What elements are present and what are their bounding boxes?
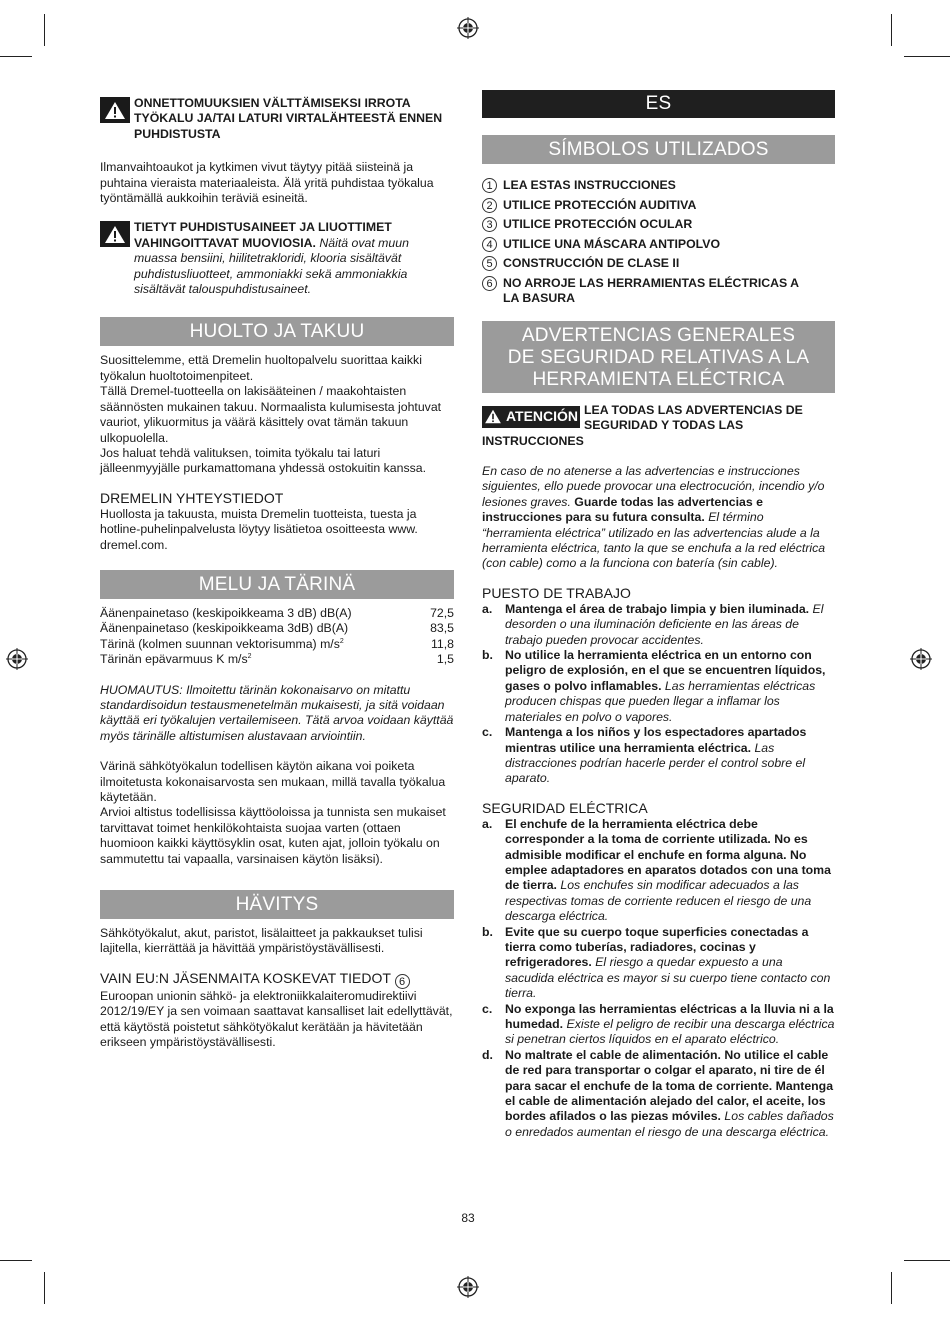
section-header-advertencias [482, 321, 835, 393]
section-header-melu: MELU JA TÄRINÄ [100, 570, 454, 599]
warning-cleaning [100, 96, 454, 142]
symbol-number-icon: 6 [482, 276, 497, 291]
item-bold: Mantenga el área de trabajo limpia y bien iluminada. [505, 601, 810, 616]
list-item [482, 276, 835, 307]
right-column [482, 90, 835, 1140]
spec-label: Äänenpainetaso (keskipoikkeama 3dB) dB(A) [100, 621, 349, 636]
item-italic: Las distracciones podrían hacerle perder el control sobre el aparato. [505, 740, 806, 786]
paragraph: Arvioi altistus todellisissa käyttöoloissa ja tunnista sen mukaiset tarvittavat toimet henkilökohtaista suojaa varten (ottaen huomioon kaikki käyttösyklin osat, kuten ajat, jolloin työkalu on sammutettu tai vapaalla, varsinaisen käytön lisäksi). [100, 805, 446, 866]
list-item [482, 237, 835, 252]
crop-mark [904, 1260, 950, 1261]
intro-italic: El término “herramienta eléctrica” utilizado en las advertencias alude a la herramienta eléctrica, tanto la que se enchufa a la red eléctrica (con cable) como a la funciona con batería (sin cable). [482, 510, 826, 571]
spec-value: 11,8 [430, 636, 454, 651]
atencion-badge [482, 406, 580, 428]
list-marker: c. [482, 725, 493, 740]
symbol-number-icon: 4 [482, 237, 497, 252]
symbol-text: NO ARROJE LAS HERRAMIENTAS ELÉCTRICAS A LA BASURA [503, 275, 799, 306]
registration-mark-icon [6, 648, 28, 670]
warning-bold: TIETYT PUHDISTUSAINEET JA LIUOTTIMET VAHINGOITTAVAT MUOVIOSIA. [134, 220, 392, 250]
registration-mark-icon [457, 1276, 479, 1298]
header-line: HERRAMIENTA ELÉCTRICA [532, 368, 785, 390]
list-item [482, 256, 835, 271]
header-line: ADVERTENCIAS GENERALES [521, 324, 796, 346]
section-header-huolto: HUOLTO JA TAKUU [100, 317, 454, 346]
symbol-text: UTILICE PROTECCIÓN OCULAR [503, 217, 693, 232]
language-header: ES [482, 90, 835, 118]
crop-mark [891, 14, 892, 46]
spec-row [100, 652, 454, 667]
list-item [482, 925, 835, 1002]
list-marker: b. [482, 924, 493, 939]
item-italic: Existe el peligro de recibir una descarga eléctrica si penetran ciertos líquidos en el aparato eléctrico. [505, 1017, 835, 1047]
crop-mark [0, 1260, 32, 1261]
symbol-number-icon: 3 [482, 217, 497, 232]
section-header-simbolos: SÍMBOLOS UTILIZADOS [482, 135, 835, 164]
badge-label: ATENCIÓN [505, 408, 579, 425]
list-marker: a. [482, 816, 493, 831]
list-marker: d. [482, 1047, 493, 1062]
item-italic: Las herramientas eléctricas producen chispas que pueden llegar a inflamar los materiales en polvo o vapores. [505, 678, 816, 724]
item-italic: El riesgo a quedar expuesto a una sacudida eléctrica es mayor si su cuerpo tiene contacto con tierra. [505, 955, 831, 1001]
left-column [100, 96, 454, 1050]
list-item [482, 198, 835, 213]
symbol-number-icon: 1 [482, 178, 497, 193]
spec-value: 83,5 [430, 621, 454, 636]
puesto-list [482, 602, 835, 787]
paragraph: Euroopan unionin sähkö- ja elektroniikkalaiteromudirektiivi 2012/19/EY ja sen voimaan saattavat kansalliset lait edellyttävät, että käytöstä poistetut sähkötyökalut kerätään ja hävitetään erikseen ympäristöystävällisesti. [100, 988, 453, 1050]
subheading-eu [100, 970, 454, 989]
intro-paragraph [482, 464, 835, 572]
item-bold: El enchufe de la herramienta eléctrica debe corresponder a la toma de corriente utilizada. No es admisible modificar el enchufe en forma alguna. No emplee adaptadores en aparatos dotados con una toma de tierra. [505, 816, 831, 893]
list-item [482, 817, 835, 925]
atencion-text: LEA TODAS LAS ADVERTENCIAS DE SEGURIDAD Y TODAS LAS [584, 402, 803, 433]
spec-table [100, 606, 454, 668]
warning-triangle-icon [100, 221, 130, 247]
atencion-text-cont: INSTRUCCIONES [482, 433, 584, 448]
subheading-text: VAIN EU:N JÄSENMAITA KOSKEVAT TIEDOT [100, 969, 391, 986]
list-marker: b. [482, 648, 493, 663]
list-item [482, 1002, 835, 1048]
subheading-seguridad: SEGURIDAD ELÉCTRICA [482, 799, 648, 816]
paragraph: Jos haluat tehdä valituksen, toimita työkalu tai laturi jälleenmyyjälle purkamattomana yhdessä ostokuitin kanssa. [100, 445, 427, 476]
crop-mark [0, 56, 32, 57]
warning-solvents [100, 220, 454, 297]
item-bold: No maltrate el cable de alimentación. No utilice el cable de red para transportar o colgar el aparato, ni tire de él para sacar el enchufe de la toma de corriente. Mantenga el cable de alimentación alejado del calor, el aceite, los bordes afilados o las piezas móviles. [505, 1047, 834, 1124]
subheading-contact: DREMELIN YHTEYSTIEDOT [100, 489, 284, 506]
symbol-text: UTILICE PROTECCIÓN AUDITIVA [503, 197, 697, 212]
superscript: 2 [339, 637, 344, 645]
crop-mark [904, 56, 950, 57]
item-italic: Los cables dañados o enredados aumentan el riesgo de una descarga eléctrica. [505, 1109, 834, 1139]
atencion-block [482, 403, 835, 449]
list-item [482, 1048, 835, 1140]
spec-label: Tärinän epävarmuus K m/s [100, 652, 248, 667]
crop-mark [891, 1272, 892, 1304]
list-marker: a. [482, 601, 493, 616]
item-bold: No exponga las herramientas eléctricas a la lluvia ni a la humedad. [505, 1001, 834, 1031]
item-bold: Evite que su cuerpo toque superficies conectadas a tierra como tuberías, radiadores, cocinas y refrigeradores. [505, 924, 809, 970]
registration-mark-icon [457, 17, 479, 39]
spec-value: 1,5 [436, 652, 454, 667]
list-item [482, 178, 835, 193]
symbol-number-icon: 2 [482, 198, 497, 213]
paragraph: Ilmanvaihtoaukot ja kytkimen vivut täytyy pitää siisteinä ja puhtaina vieraista materiaaleista. Älä yritä puhdistaa työkalua työntämällä aukkoihin teräviä esineitä. [100, 160, 434, 206]
crop-mark [44, 14, 45, 46]
list-item [482, 602, 835, 648]
item-bold: No utilice la herramienta eléctrica en un entorno con peligro de explosión, en el que se encuentren líquidos, gases o polvo inflamables. [505, 648, 826, 693]
spec-row [100, 637, 454, 652]
paragraph: Värinä sähkötyökalun todellisen käytön aikana voi poiketa ilmoitetusta kokonaisarvosta sen mukaan, millä tavalla työkalua käytetään. [100, 759, 446, 804]
section-header-havitys: HÄVITYS [100, 890, 454, 919]
symbol-text: CONSTRUCCIÓN DE CLASE II [503, 256, 680, 271]
symbol-list [482, 178, 835, 307]
intro-bold: Guarde todas las advertencias e instrucciones para su futura consulta. [482, 494, 763, 525]
item-italic: Los enchufes sin modificar adecuados a las respectivas tomas de corriente reducen el riesgo de una descarga eléctrica. [505, 878, 812, 924]
subheading-puesto: PUESTO DE TRABAJO [482, 584, 631, 601]
header-line: DE SEGURIDAD RELATIVAS A LA [507, 346, 810, 368]
crop-mark [44, 1272, 45, 1304]
symbol-number-icon: 6 [395, 974, 410, 989]
paragraph: Sähkötyökalut, akut, paristot, lisälaitteet ja pakkaukset tulisi lajitella, kierrättää ja hävittää ympäristöystävällisesti. [100, 926, 423, 956]
page-number: 83 [461, 1211, 475, 1225]
warning-triangle-icon [100, 97, 130, 123]
warning-text: ONNETTOMUUKSIEN VÄLTTÄMISEKSI IRROTA TYÖKALU JA/TAI LATURI VIRTALÄHTEESTÄ ENNEN PUHDISTUSTA [134, 96, 443, 141]
superscript: 2 [247, 653, 252, 661]
seguridad-list [482, 817, 835, 1141]
paragraph: Huollosta ja takuusta, muista Dremelin tuotteista, tuesta ja hotline-puhelinpalvelusta löytyy lisätietoa osoitteesta www. dremel.com. [100, 506, 418, 552]
paragraph: Tällä Dremel-tuotteella on lakisääteinen / maakohtaisten säännösten mukainen takuu. Normaalista kulumisesta johtuvat vauriot, ylikuormitus ja väärä käsittely ovat tämän takuun ulkopuolella. [100, 384, 442, 445]
list-item [482, 648, 835, 725]
spec-label: Tärinä (kolmen suunnan vektorisumma) m/s [100, 636, 340, 651]
item-bold: Mantenga a los niños y los espectadores apartados mientras utilice una herramienta eléctrica. [505, 725, 807, 755]
symbol-text: UTILICE UNA MÁSCARA ANTIPOLVO [503, 236, 721, 251]
item-italic: El desorden o una iluminación deficiente en las áreas de trabajo pueden provocar accidentes. [505, 601, 824, 647]
spec-label: Äänenpainetaso (keskipoikkeama 3 dB) dB(A) [100, 605, 352, 620]
paragraph: Suosittelemme, että Dremelin huoltopalvelu suorittaa kaikki työkalun huoltotoimenpiteet. [100, 353, 422, 383]
note: HUOMAUTUS: Ilmoitettu tärinän kokonaisarvo on mitattu standardisoidun testausmenetelmän mukaisesti, ja sitä voidaan käyttää eri työkalujen vertailemiseen. Tätä arvoa voidaan käyttää myös tärinälle altistumisen alustavaan arviointiin. [100, 682, 454, 743]
symbol-number-icon: 5 [482, 256, 497, 271]
list-item [482, 217, 835, 232]
registration-mark-icon [910, 648, 932, 670]
list-marker: c. [482, 1001, 493, 1016]
intro-italic: En caso de no atenerse a las advertencias e instrucciones siguientes, ello puede provocar una electrocución, incendio y/o lesiones graves. [482, 464, 825, 509]
spec-row [100, 606, 454, 621]
spec-value: 72,5 [430, 605, 454, 620]
warning-italic: Näitä ovat muun muassa bensiini, hiilitetrakloridi, klooria sisältävät puhdistusliuotteet, ammoniakki sekä ammoniakkia sisältävät talouspuhdistusaineet. [134, 235, 409, 297]
list-item [482, 725, 835, 787]
symbol-text: LEA ESTAS INSTRUCCIONES [503, 178, 676, 192]
spec-row [100, 621, 454, 636]
warning-triangle-icon [484, 409, 502, 424]
